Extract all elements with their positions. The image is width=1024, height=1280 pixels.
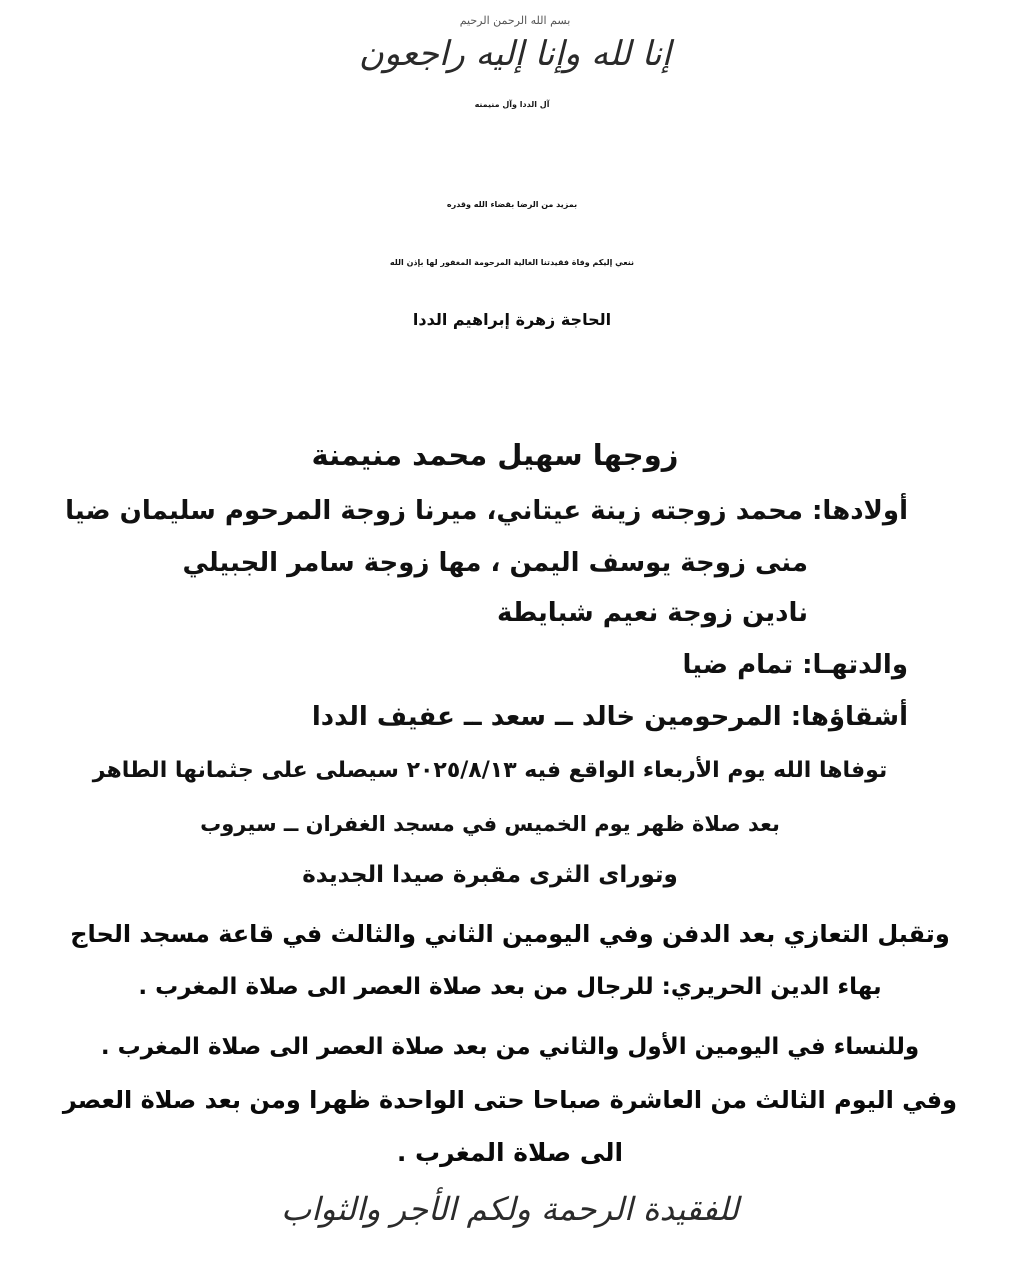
families-heading: آل الددا وآل منيمنه <box>474 100 550 109</box>
closing-calligraphy: للفقيدة الرحمة ولكم الأجر والثواب <box>281 1190 739 1228</box>
children-line-1: أولادها: محمد زوجته زينة عيتاني، ميرنا زوجة المرحوم سليمان ضيا <box>65 496 908 526</box>
funeral-line-1: توفاها الله يوم الأربعاء الواقع فيه ٢٠٢٥/٨/١٣ سيصلى على جثمانها الطاهر <box>92 758 888 783</box>
husband-line: زوجها سهيل محمد منيمنة <box>311 438 679 472</box>
siblings-line: أشقاؤها: المرحومين خالد ــ سعد ــ عفيف الددا <box>311 702 908 732</box>
announcement-line-1: بمزيد من الرضا بقضاء الله وقدره <box>446 200 578 209</box>
mother-line: والدتهـا: تمام ضيا <box>682 650 908 680</box>
istirja-calligraphy: إنا لله وإنا إليه راجعون <box>358 34 672 74</box>
announcement-line-2: ننعي إليكم وفاة فقيدتنا الغالية المرحومة المغفور لها بإذن الله <box>389 258 635 267</box>
funeral-line-2: بعد صلاة ظهر يوم الخميس في مسجد الغفران ــ سيروب <box>200 812 780 836</box>
condolences-line-1: وتقبل التعازي بعد الدفن وفي اليومين الثاني والثالث في قاعة مسجد الحاج <box>70 920 950 948</box>
children-line-2: منى زوجة يوسف اليمن ، مها زوجة سامر الجبيلي <box>182 548 808 578</box>
children-line-3: نادين زوجة نعيم شبايطة <box>496 598 808 628</box>
condolences-line-4: وفي اليوم الثالث من العاشرة صباحا حتى الواحدة ظهرا ومن بعد صلاة العصر <box>62 1086 958 1114</box>
deceased-name: الحاجة زهرة إبراهيم الددا <box>412 310 612 329</box>
basmala-text: بسم الله الرحمن الرحيم <box>459 14 571 27</box>
funeral-line-3: وتوراى الثرى مقبرة صيدا الجديدة <box>302 862 678 888</box>
condolences-line-3: وللنساء في اليومين الأول والثاني من بعد صلاة العصر الى صلاة المغرب . <box>100 1034 920 1060</box>
condolences-line-2: بهاء الدين الحريري: للرجال من بعد صلاة العصر الى صلاة المغرب . <box>138 974 882 1000</box>
condolences-line-5: الى صلاة المغرب . <box>396 1138 624 1167</box>
